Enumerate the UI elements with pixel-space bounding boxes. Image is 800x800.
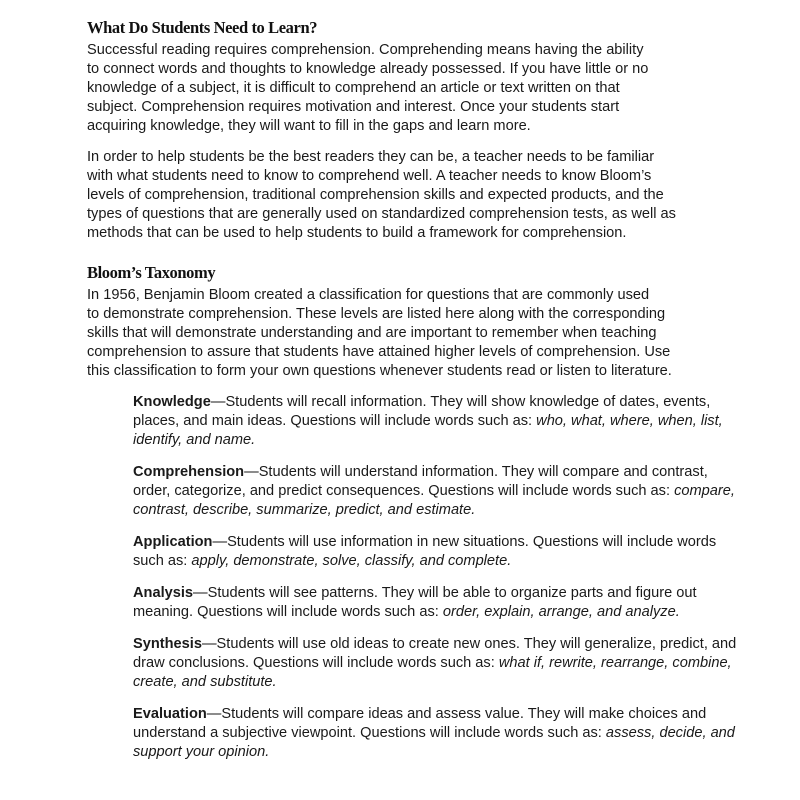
bloom-levels-list — [133, 393, 747, 762]
level-description: —Students will use information in new situations. Questions will include words such as: — [133, 534, 717, 569]
bloom-level-comprehension — [133, 463, 747, 520]
level-question-words: assess, decide, and support your opinion. — [133, 725, 735, 760]
level-description: —Students will use old ideas to create new ones. They will generalize, predict, and draw conclusions. Questions will include words such as: — [133, 636, 737, 671]
bloom-level-application — [133, 533, 747, 571]
level-description: —Students will recall information. They will show knowledge of dates, events, places, and main ideas. Questions will include words such as: — [133, 394, 711, 429]
section-heading-blooms-taxonomy: Bloom’s Taxonomy — [87, 263, 216, 282]
level-description: —Students will understand information. They will compare and contrast, order, categorize, and predict consequences. Questions will include words such as: — [133, 464, 708, 499]
bloom-level-analysis — [133, 584, 747, 622]
level-question-words: compare, contrast, describe, summarize, predict, and estimate. — [133, 483, 735, 518]
section-heading-what-students-need: What Do Students Need to Learn? — [87, 18, 318, 37]
bloom-level-evaluation — [133, 705, 747, 762]
level-term: Evaluation — [133, 706, 207, 722]
level-description: —Students will see patterns. They will be able to organize parts and figure out meaning. Questions will include words such as: — [133, 585, 697, 620]
level-term: Knowledge — [133, 394, 211, 410]
document-page — [87, 18, 747, 775]
level-question-words: who, what, where, when, list, identify, and name. — [133, 413, 723, 448]
level-question-words: what if, rewrite, rearrange, combine, create, and substitute. — [133, 655, 732, 690]
level-term: Comprehension — [133, 464, 245, 480]
level-question-words: order, explain, arrange, and analyze. — [442, 604, 680, 620]
bloom-level-knowledge — [133, 393, 747, 450]
paragraph-comprehension-intro: Successful reading requires comprehension. Comprehending means having the ability to connect words and thoughts to knowledge already possessed. If you have little or no knowledge of a subject, it is difficult to comprehend an article or text written on that subject. Comprehension requires motivation and interest. Once your students start acquiring knowledge, they will want to fill in the gaps and learn more. — [87, 42, 649, 134]
paragraph-teacher-needs: In order to help students be the best readers they can be, a teacher needs to be familiar with what students need to know to comprehend well. A teacher needs to know Bloom’s levels of comprehension, traditional comprehension skills and expected products, and the types of questions that are generally used on standardized comprehension tests, as well as methods that can be used to help students to build a framework for comprehension. — [87, 149, 676, 241]
level-question-words: apply, demonstrate, solve, classify, and complete. — [191, 553, 512, 569]
level-term: Analysis — [133, 585, 194, 601]
level-term: Application — [133, 534, 213, 550]
level-term: Synthesis — [133, 636, 202, 652]
bloom-level-synthesis — [133, 635, 747, 692]
paragraph-bloom-intro: In 1956, Benjamin Bloom created a classification for questions that are commonly used to demonstrate comprehension. These levels are listed here along with the corresponding skills that will demonstrate understanding and are important to remember when teaching comprehension to assure that students have attained higher levels of comprehension. Use this classification to form your own questions whenever students read or listen to literature. — [87, 287, 672, 379]
level-description: —Students will compare ideas and assess value. They will make choices and understand a subjective viewpoint. Questions will include words such as: — [133, 706, 707, 741]
